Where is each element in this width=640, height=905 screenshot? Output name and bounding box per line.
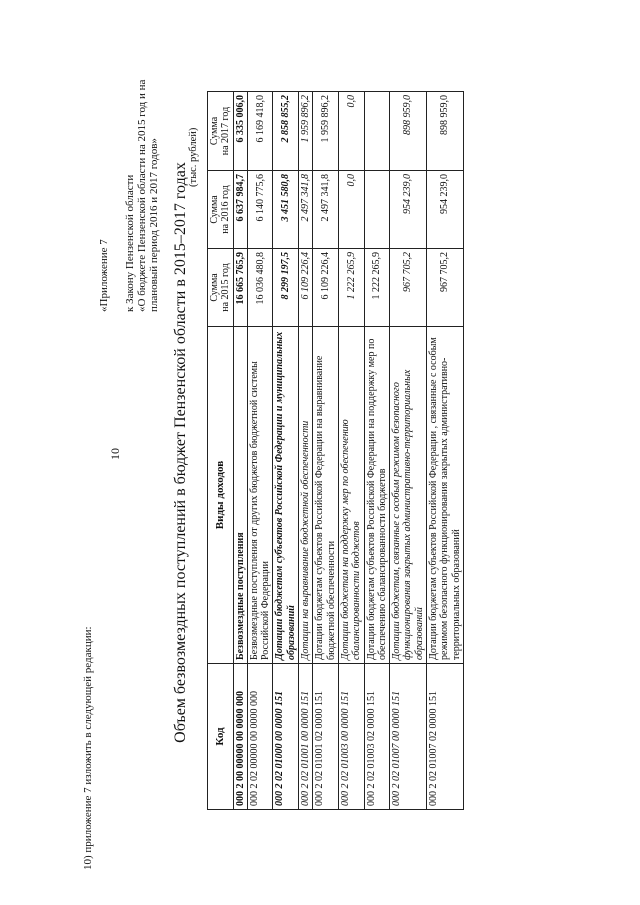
row-2016: 6 140 775,6	[247, 171, 273, 249]
row-name: Дотации бюджетам, связанные с особым режимом безопасного функционирования закрытых административно-территориальных образований	[390, 327, 427, 664]
row-name: Дотации бюджетам на поддержку мер по обеспечению сбалансированности бюджетов	[338, 327, 364, 664]
table-row	[313, 92, 339, 810]
row-name: Дотации на выравнивание бюджетной обеспеченности	[299, 327, 313, 664]
row-2017: 6 169 418,0	[247, 92, 273, 171]
row-2016: 3 451 580,8	[273, 171, 299, 249]
row-2015: 967 705,2	[427, 249, 464, 327]
col-header-code: Код	[208, 664, 234, 810]
row-2016: 0,0	[338, 171, 364, 249]
row-2015: 967 705,2	[390, 249, 427, 327]
row-2017: 2 858 855,2	[273, 92, 299, 171]
row-code: 000 2 02 01000 00 0000 151	[273, 664, 299, 810]
table-row	[338, 92, 364, 810]
row-name: Дотации бюджетам субъектов Российской Федерации , связанные с особым режимом безопасного функционирования закрытых административно-территориальных образований	[427, 327, 464, 664]
row-code: 000 2 02 01001 00 0000 151	[299, 664, 313, 810]
page-title: Объем безвозмездных поступлений в бюджет Пензенской области в 2015–2017 годах	[172, 162, 189, 743]
appendix-line-3: «О бюджете Пензенской области на 2015 год и на	[136, 79, 148, 312]
row-name: Дотации бюджетам субъектов Российской Федерации и муниципальных образований	[273, 327, 299, 664]
row-2015: 6 109 226,4	[313, 249, 339, 327]
units-label: (тыс. рублей)	[188, 127, 199, 187]
row-name: Дотации бюджетам субъектов Российской Федерации на выравнивание бюджетной обеспеченности	[313, 327, 339, 664]
appendix-line-1: «Приложение 7	[98, 239, 110, 312]
table-row	[233, 92, 247, 810]
row-2017: 1 959 896,2	[299, 92, 313, 171]
row-2017: 6 335 006,0	[233, 92, 247, 171]
col-header-2015: Сумма на 2015 год	[208, 249, 234, 327]
row-2016: 2 497 341,8	[299, 171, 313, 249]
row-code: 000 2 02 01003 00 0000 151	[338, 664, 364, 810]
row-code: 000 2 00 00000 00 0000 000	[233, 664, 247, 810]
row-2015: 8 299 197,5	[273, 249, 299, 327]
row-2016: 2 497 341,8	[313, 171, 339, 249]
row-2016: 6 637 984,7	[233, 171, 247, 249]
row-2015: 16 665 765,9	[233, 249, 247, 327]
row-2017: 898 959,0	[427, 92, 464, 171]
row-2016: 954 239,0	[390, 171, 427, 249]
row-2017: 898 959,0	[390, 92, 427, 171]
row-code: 000 2 02 01007 02 0000 151	[427, 664, 464, 810]
table-row	[364, 92, 390, 810]
row-2015: 6 109 226,4	[299, 249, 313, 327]
table-row	[390, 92, 427, 810]
col-header-2017: Сумма на 2017 год	[208, 92, 234, 171]
table-header-row	[208, 92, 234, 810]
row-2017	[364, 92, 390, 171]
row-name: Безвозмездные поступления	[233, 327, 247, 664]
table-row	[427, 92, 464, 810]
table-row	[273, 92, 299, 810]
table-row	[299, 92, 313, 810]
page-number: 10	[108, 448, 122, 460]
col-header-name: Виды доходов	[208, 327, 234, 664]
row-name: Дотации бюджетам субъектов Российской Федерации на поддержку мер по обеспечению сбалансированности бюджетов	[364, 327, 390, 664]
row-2017: 0,0	[338, 92, 364, 171]
row-2015: 1 222 265,9	[338, 249, 364, 327]
row-code: 000 2 02 00000 00 0000 000	[247, 664, 273, 810]
row-code: 000 2 02 01003 02 0000 151	[364, 664, 390, 810]
row-code: 000 2 02 01001 02 0000 151	[313, 664, 339, 810]
table-row	[247, 92, 273, 810]
row-name: Безвозмездные поступления от других бюджетов бюджетной системы Российской Федерации	[247, 327, 273, 664]
col-header-2016: Сумма на 2016 год	[208, 171, 234, 249]
row-2016: 954 239,0	[427, 171, 464, 249]
appendix-line-2: к Закону Пензенской области	[124, 174, 136, 312]
row-2015: 16 036 480,8	[247, 249, 273, 327]
revenue-table	[207, 91, 464, 810]
appendix-header	[98, 80, 160, 312]
row-2016	[364, 171, 390, 249]
appendix-line-4: плановый период 2016 и 2017 годов»	[148, 138, 160, 312]
row-2017: 1 959 896,2	[313, 92, 339, 171]
intro-text: 10) приложение 7 изложить в следующей редакции:	[82, 626, 94, 870]
row-2015: 1 222 265,9	[364, 249, 390, 327]
row-code: 000 2 02 01007 00 0000 151	[390, 664, 427, 810]
